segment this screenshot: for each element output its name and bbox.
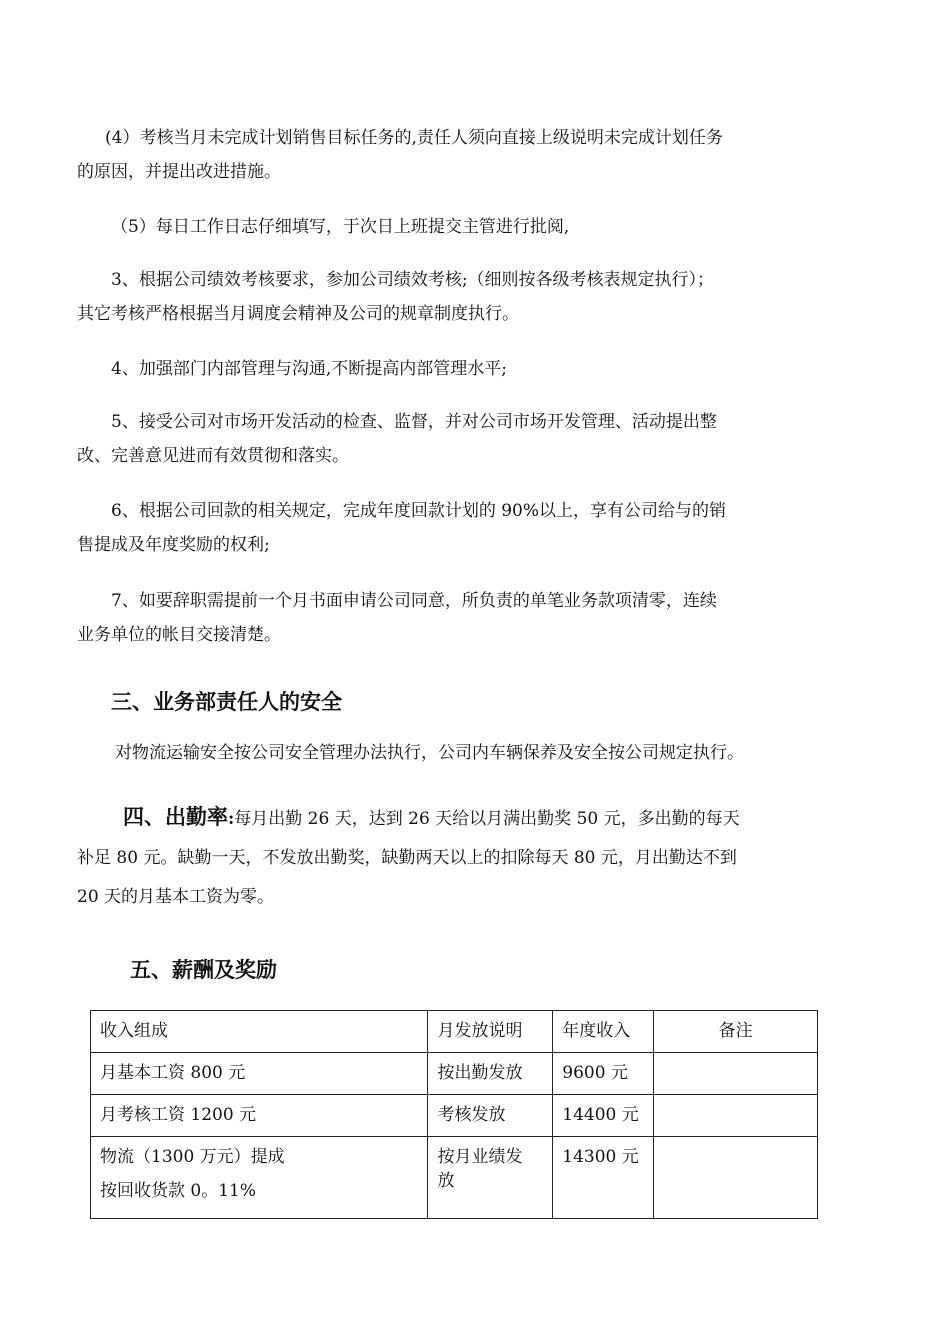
text-line: 每月出勤 26 天，达到 26 天给以月满出勤奖 50 元，多出勤的每天	[234, 809, 740, 829]
section-3-heading: 三、业务部责任人的安全	[111, 689, 342, 714]
text-line: 4、加强部门内部管理与沟通,不断提高内部管理水平;	[111, 359, 507, 379]
text-line: 补足 80 元。缺勤一天，不发放出勤奖，缺勤两天以上的扣除每天 80 元，月出勤达不到	[77, 848, 737, 868]
item-6	[77, 494, 822, 562]
table-cell: 月考核工资 1200 元	[91, 1095, 428, 1137]
table-cell: 14300 元	[553, 1137, 654, 1219]
paragraph-5	[77, 210, 822, 244]
section-4-colon: :	[228, 809, 235, 829]
table-cell	[91, 1137, 428, 1219]
table-row	[91, 1095, 818, 1137]
table-cell	[428, 1137, 553, 1219]
table-cell: 考核发放	[428, 1095, 553, 1137]
table-cell: 月基本工资 800 元	[91, 1053, 428, 1095]
text-line: 业务单位的帐目交接清楚。	[77, 625, 281, 645]
table-cell: 9600 元	[553, 1053, 654, 1095]
table-cell	[654, 1095, 818, 1137]
text-line: 改、完善意见进而有效贯彻和落实。	[77, 446, 349, 466]
cell-line: 按回收货款 0。11%	[100, 1181, 257, 1201]
header-cell: 收入组成	[91, 1011, 428, 1053]
salary-table	[90, 1010, 818, 1219]
text-line: 3、根据公司绩效考核要求，参加公司绩效考核;（细则按各级考核表规定执行）；	[111, 270, 715, 290]
header-cell: 年度收入	[553, 1011, 654, 1053]
item-7	[77, 584, 822, 652]
table-row	[91, 1137, 818, 1219]
text-line: 对物流运输安全按公司安全管理办法执行，公司内车辆保养及安全按公司规定执行。	[115, 743, 744, 763]
text-line: 售提成及年度奖励的权利;	[77, 535, 270, 555]
table-cell	[654, 1137, 818, 1219]
header-cell: 备注	[654, 1011, 818, 1053]
item-4	[77, 352, 822, 386]
section-4-heading: 四、出勤率	[123, 804, 228, 829]
cell-line: 按月业绩发	[437, 1147, 523, 1167]
table-cell: 14400 元	[553, 1095, 654, 1137]
text-line: 其它考核严格根据当月调度会精神及公司的规章制度执行。	[77, 304, 519, 324]
header-cell: 月发放说明	[428, 1011, 553, 1053]
text-line: 6、根据公司回款的相关规定，完成年度回款计划的 90%以上，享有公司给与的销	[111, 501, 727, 521]
table-row	[91, 1053, 818, 1095]
text-line: 20 天的月基本工资为零。	[77, 887, 275, 907]
cell-line: 物流（1300 万元）提成	[100, 1147, 285, 1167]
section-3-body	[77, 736, 822, 770]
text-line: (4）考核当月未完成计划销售目标任务的,责任人须向直接上级说明未完成计划任务	[105, 128, 723, 148]
item-3	[77, 263, 822, 331]
item-5	[77, 405, 822, 473]
table-header-row	[91, 1011, 818, 1053]
table-cell: 按出勤发放	[428, 1053, 553, 1095]
cell-line: 放	[437, 1171, 455, 1191]
section-4-first-line	[77, 800, 822, 836]
table-cell	[654, 1053, 818, 1095]
text-line: 7、如要辞职需提前一个月书面申请公司同意，所负责的单笔业务款项清零，连续	[111, 591, 717, 611]
section-5-heading: 五、薪酬及奖励	[130, 957, 277, 982]
text-line: （5）每日工作日志仔细填写，于次日上班提交主管进行批阅,	[111, 217, 570, 237]
text-line: 5、接受公司对市场开发活动的检查、监督，并对公司市场开发管理、活动提出整	[111, 412, 717, 432]
paragraph-4	[77, 121, 822, 189]
section-4	[77, 800, 822, 914]
text-line: 的原因，并提出改进措施。	[77, 162, 281, 182]
